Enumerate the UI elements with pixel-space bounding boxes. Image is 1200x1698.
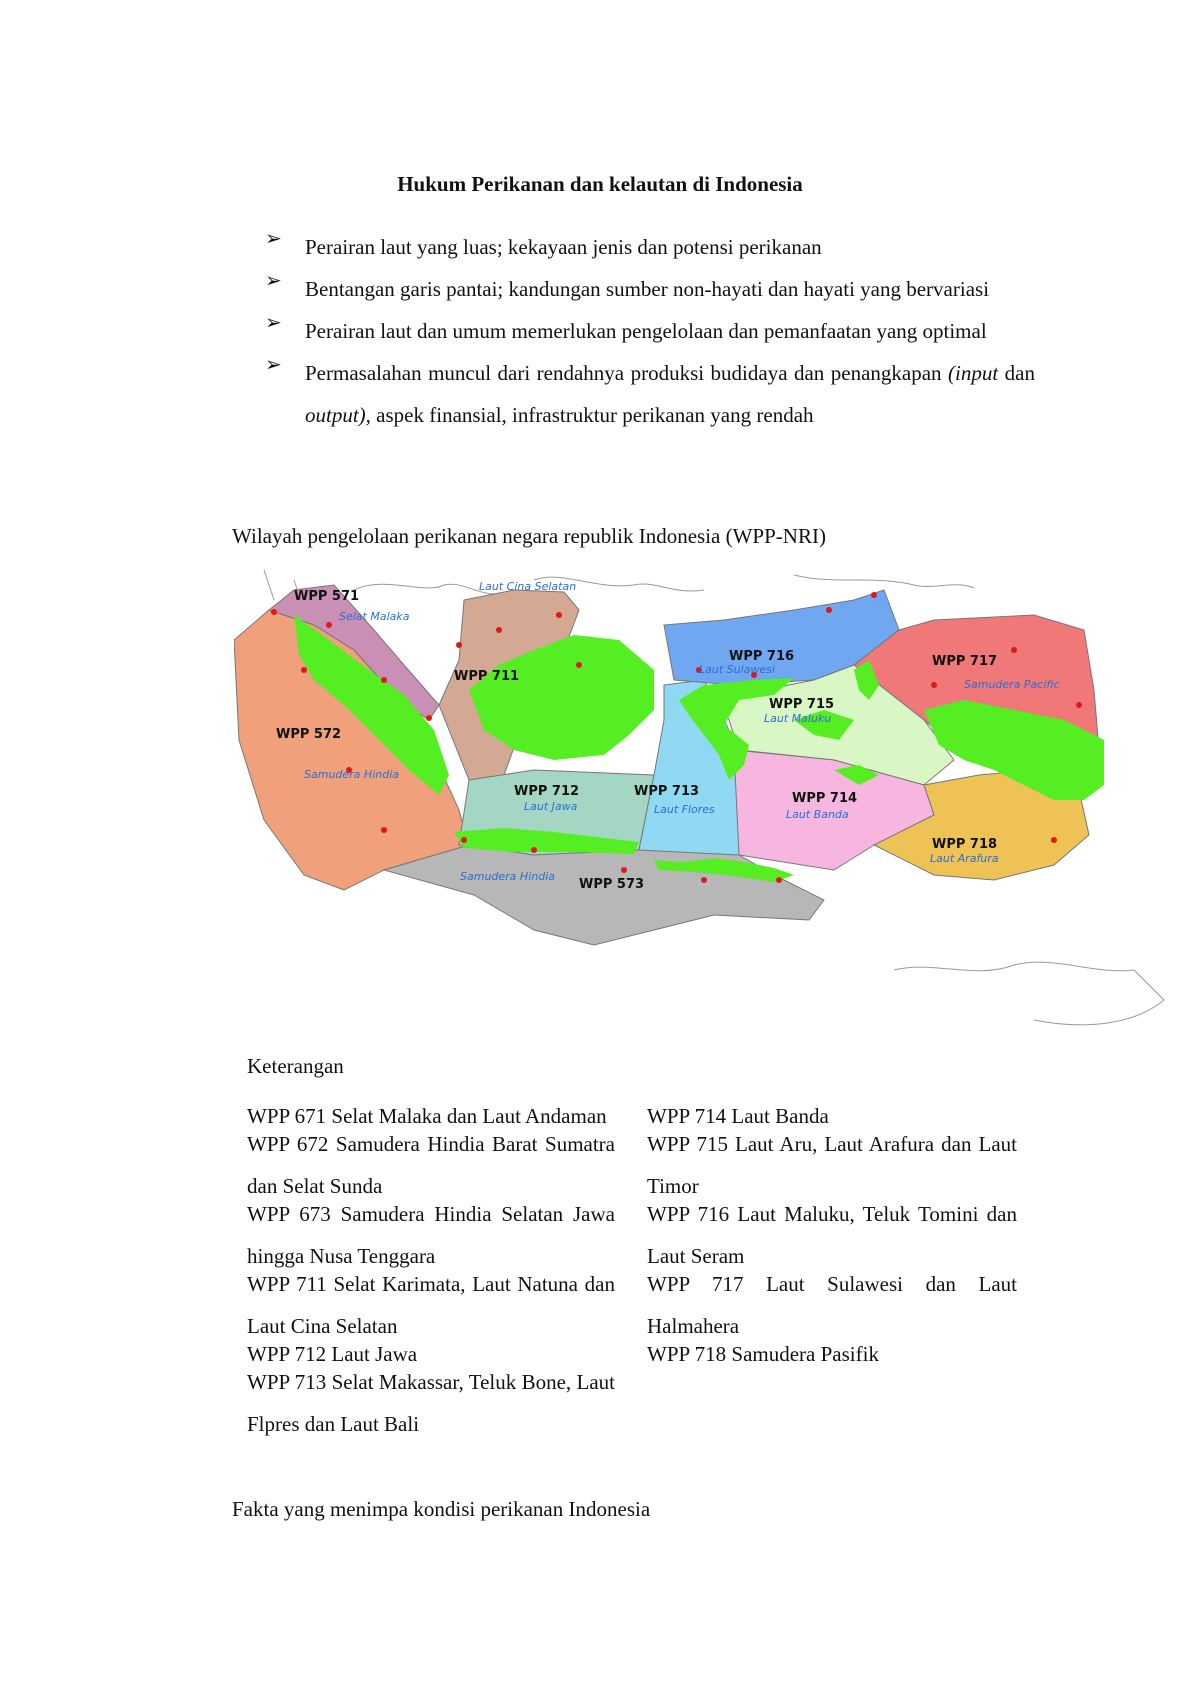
legend-title: Keterangan	[247, 1054, 344, 1078]
arrow-bullet-icon: ➢	[265, 228, 282, 250]
bullet-text: Bentangan garis pantai; kandungan sumber non-hayati dan hayati yang bervariasi	[305, 277, 990, 301]
label-wpp-717: WPP 717	[932, 654, 998, 669]
bullet-item	[265, 268, 1035, 310]
sea-label-713: Laut Flores	[654, 803, 715, 816]
bullet-list	[265, 226, 1035, 436]
sea-label-718: Laut Arafura	[930, 852, 999, 865]
sea-label-716: Laut Sulawesi	[699, 663, 775, 676]
label-wpp-713: WPP 713	[634, 784, 700, 799]
sea-label-573: Samudera Hindia	[460, 870, 555, 883]
wpp-map-svg	[234, 570, 1182, 1040]
bullet-item	[265, 352, 1035, 436]
sea-label-571: Selat Malaka	[339, 610, 410, 623]
label-wpp-718: WPP 718	[932, 837, 998, 852]
legend-item: WPP 718 Samudera Pasifik	[647, 1342, 879, 1366]
bullet-item	[265, 310, 1035, 352]
legend-item: WPP 671 Selat Malaka dan Laut Andaman	[247, 1104, 607, 1128]
section-heading: Fakta yang menimpa kondisi perikanan Indonesia	[232, 1497, 651, 1521]
arrow-bullet-icon: ➢	[265, 270, 282, 292]
label-wpp-572: WPP 572	[276, 727, 342, 742]
legend-column-left	[247, 1095, 615, 1445]
bullet-text: Perairan laut yang luas; kekayaan jenis dan potensi perikanan	[305, 235, 822, 259]
label-wpp-715: WPP 715	[769, 697, 835, 712]
wpp-heading: Wilayah pengelolaan perikanan negara republik Indonesia (WPP-NRI)	[232, 524, 826, 548]
legend-item: WPP 672 Samudera Hindia Barat Sumatra dan Selat Sunda	[247, 1132, 615, 1198]
bullet-text: Permasalahan muncul dari rendahnya produksi budidaya dan penangkapan (input dan output), aspek finansial, infrastruktur perikanan yang rendah	[305, 361, 1035, 427]
sea-label-712: Laut Jawa	[524, 800, 578, 813]
bullet-text: Perairan laut dan umum memerlukan pengelolaan dan pemanfaatan yang optimal	[305, 319, 987, 343]
legend-item: WPP 717 Laut Sulawesi dan Laut Halmahera	[647, 1272, 1017, 1338]
label-wpp-716: WPP 716	[729, 649, 795, 664]
zone-wpp-573	[384, 845, 824, 945]
label-wpp-573: WPP 573	[579, 877, 645, 892]
legend-item: WPP 673 Samudera Hindia Selatan Jawa hingga Nusa Tenggara	[247, 1202, 615, 1268]
legend-item: WPP 715 Laut Aru, Laut Arafura dan Laut Timor	[647, 1132, 1017, 1198]
legend-item: WPP 712 Laut Jawa	[247, 1342, 418, 1366]
arrow-bullet-icon: ➢	[265, 354, 282, 376]
label-wpp-714: WPP 714	[792, 791, 858, 806]
label-wpp-571: WPP 571	[294, 589, 360, 604]
arrow-bullet-icon: ➢	[265, 312, 282, 334]
bullet-item	[265, 226, 1035, 268]
page-title: Hukum Perikanan dan kelautan di Indonesia	[397, 172, 803, 196]
sea-label-717: Samudera Pacific	[964, 678, 1060, 691]
legend-item: WPP 713 Selat Makassar, Teluk Bone, Laut Flpres dan Laut Bali	[247, 1370, 615, 1436]
legend-column-right	[647, 1095, 1017, 1375]
sea-label-572: Samudera Hindia	[304, 768, 399, 781]
wpp-map	[234, 570, 1182, 1040]
label-wpp-711: WPP 711	[454, 669, 520, 684]
legend-item: WPP 716 Laut Maluku, Teluk Tomini dan Laut Seram	[647, 1202, 1017, 1268]
label-wpp-712: WPP 712	[514, 784, 580, 799]
sea-label-715: Laut Maluku	[764, 712, 832, 725]
legend-item: WPP 711 Selat Karimata, Laut Natuna dan Laut Cina Selatan	[247, 1272, 615, 1338]
legend-item: WPP 714 Laut Banda	[647, 1104, 829, 1128]
sea-label-714: Laut Banda	[786, 808, 849, 821]
sea-label-711: Laut Cina Selatan	[479, 580, 577, 593]
